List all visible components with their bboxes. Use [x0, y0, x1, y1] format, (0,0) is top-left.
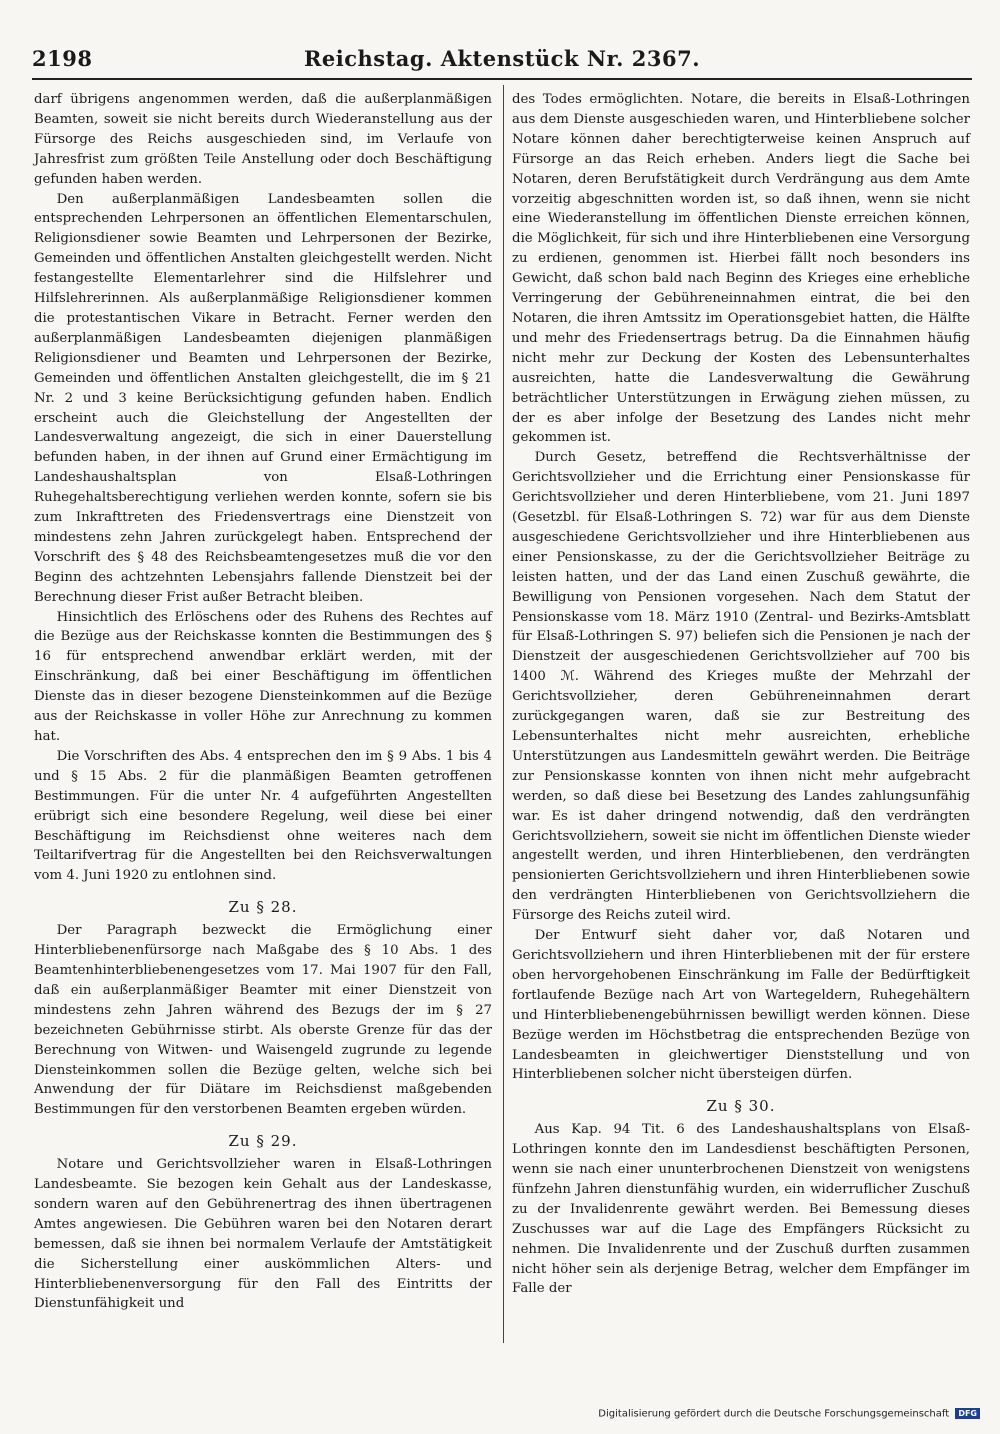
digitization-credit [598, 1408, 980, 1420]
paragraph: Den außerplanmäßigen Landesbeamten sollen die entsprechenden Lehrpersonen an öffentlichen Elementarschulen, Religionsdiener sowie Beamten und Lehrpersonen der Bezirke, Gemeinden und öffentlichen Anstalten gleichgestellt werden. Nicht festangestellte Elementarlehrer sind die Hilfslehrer und Hilfslehrerinnen. Als außerplanmäßige Religionsdiener kommen die protestantischen Vikare in Betracht. Ferner werden den außerplanmäßigen Landesbeamten diejenigen planmäßigen Religionsdiener und Beamten und Lehrpersonen der Bezirke, Gemeinden und öffentlichen Anstalten gleichgestellt, die im § 21 Nr. 2 und 3 keine Berücksichtigung gefunden haben. Endlich erscheint auch die Gleichstellung der Angestellten der Landesverwaltung angezeigt, die sich in einer Dauerstellung befunden haben, in der ihnen auf Grund einer Ermächtigung im Landeshaushaltsplan von Elsaß-Lothringen Ruhegehaltsberechtigung verliehen werden konnte, sofern sie bis zum Inkrafttreten des Friedensvertrags eine Dienstzeit von mindestens zehn Jahren zurückgelegt haben. Entsprechend der Vorschrift des § 48 des Reichsbeamtengesetzes muß die vor den Beginn des achtzehnten Lebensjahrs fallende Dienstzeit bei der Berechnung dieser Frist außer Betracht bleiben. [34, 191, 492, 605]
section-heading-29: Zu § 29. [228, 1132, 298, 1151]
paragraph: darf übrigens angenommen werden, daß die außerplanmäßigen Beamten, soweit sie nicht bereits durch Wiederanstellung aus der Fürsorge des Reichs ausgeschieden sind, im Verlaufe von Jahresfrist zum größten Teile Anstellung oder doch Beschäftigung gefunden haben werden. [34, 92, 492, 187]
right-column [512, 90, 970, 1299]
header-rule [32, 78, 972, 80]
page-number: 2198 [32, 46, 93, 71]
column-divider [503, 85, 504, 1343]
paragraph: Durch Gesetz, betreffend die Rechtsverhältnisse der Gerichtsvollzieher und die Errichtung einer Pensionskasse für Gerichtsvollzieher und deren Hinterbliebene, vom 21. Juni 1897 (Gesetzbl. für Elsaß-Lothringen S. 72) war für aus dem Dienste ausgeschiedene Gerichtsvollzieher und ihre Hinterbliebenen aus einer Pensionskasse, zu der die Gerichtsvollzieher Beiträge zu leisten hatten, und der das Land einen Zuschuß gewährte, die Bewilligung von Pensionen vorgesehen. Nach dem Statut der Pensionskasse vom 18. März 1910 (Zentral- und Bezirks-Amtsblatt für Elsaß-Lothringen S. 97) beliefen sich die Pensionen je nach der Dienstzeit der ausgeschiedenen Gerichtsvollzieher auf 700 bis 1400 ℳ. Während des Krieges mußte der Mehrzahl der Gerichtsvollzieher, deren Gebühreneinnahmen derart zurückgegangen waren, daß sie zur Bestreitung des Lebensunterhaltes nicht mehr ausreichten, erhebliche Unterstützungen aus Landesmitteln gewährt werden. Die Beiträge zur Pensionskasse konnten von ihnen nicht mehr aufgebracht werden, so daß diese bei Besetzung des Landes zahlungsunfähig war. Es ist daher dringend notwendig, daß den verdrängten Gerichtsvollziehern, soweit sie nicht im öffentlichen Dienste wieder angestellt werden, und ihren Hinterbliebenen, den verdrängten pensionierten Gerichtsvollziehern und ihren Hinterbliebenen sowie den verdrängten Hinterbliebenen von Gerichtsvollziehern die Fürsorge des Reichs zuteil wird. [512, 450, 970, 924]
paragraph: Notare und Gerichtsvollzieher waren in Elsaß-Lothringen Landesbeamte. Sie bezogen kein Gehalt aus der Landeskasse, sondern waren auf den Gebührenertrag des ihnen übertragenen Amtes angewiesen. Die Gebühren waren bei den Notaren derart bemessen, daß sie ihnen bei normalem Verlaufe der Amtstätigkeit die Sicherstellung einer auskömmlichen Alters- und Hinterbliebenenversorgung für den Fall des Eintritts der Dienstunfähigkeit und [34, 1157, 492, 1312]
page-header [32, 46, 972, 70]
running-title: Reichstag. Aktenstück Nr. 2367. [303, 46, 701, 71]
section-heading-30: Zu § 30. [706, 1097, 776, 1116]
dfg-logo: DFG [955, 1408, 980, 1419]
left-column [34, 90, 492, 1314]
paragraph: Hinsichtlich des Erlöschens oder des Ruhens des Rechtes auf die Bezüge aus der Reichskasse konnten die Bestimmungen des § 16 für entsprechend anwendbar erklärt werden, mit der Einschränkung, daß bei einer Beschäftigung im öffentlichen Dienste das in dieser bezogene Diensteinkommen auf die Bezüge aus der Reichskasse in voller Höhe zur Anrechnung zu kommen hat. [34, 609, 492, 744]
credit-text: Digitalisierung gefördert durch die Deutsche Forschungsgemeinschaft [598, 1408, 950, 1420]
paragraph: Der Paragraph bezweckt die Ermöglichung einer Hinterbliebenenfürsorge nach Maßgabe des § 10 Abs. 1 des Beamtenhinterbliebenengesetzes vom 17. Mai 1907 für den Fall, daß ein außerplanmäßiger Beamter mit einer Dienstzeit von mindestens zehn Jahren während des Bezugs der im § 27 bezeichneten Gebührnisse stirbt. Als oberste Grenze für das der Berechnung von Witwen- und Waisengeld zugrunde zu legende Diensteinkommen sollen die Bezüge gelten, welche sich bei Anwendung der für Diätare im Reichsdienst maßgebenden Bestimmungen für den verstorbenen Beamten ergeben würden. [34, 923, 492, 1118]
paragraph: Aus Kap. 94 Tit. 6 des Landeshaushaltsplans von Elsaß-Lothringen konnte den im Landesdienst beschäftigten Personen, wenn sie nach einer ununterbrochenen Dienstzeit von wenigstens fünfzehn Jahren dienstunfähig wurden, ein widerruflicher Zuschuß zu der Invalidenrente gewährt werden. Bei Bemessung dieses Zuschusses war auf die Lage des Empfängers Rücksicht zu nehmen. Die Invalidenrente und der Zuschuß durften zusammen nicht höher sein als derjenige Betrag, welcher dem Empfänger im Falle der [512, 1122, 970, 1297]
paragraph: Der Entwurf sieht daher vor, daß Notaren und Gerichtsvollziehern und ihren Hinterbliebenen mit der für erstere oben hervorgehobenen Einschränkung im Falle der Bedürftigkeit fortlaufende Bezüge nach Art von Wartegeldern, Ruhegehältern und Hinterbliebenengebührnissen bewilligt werden können. Diese Bezüge werden im Höchstbetrag die entsprechenden Bezüge von Landesbeamten in gleichwertiger Dienststellung und von Hinterbliebenen solcher nicht übersteigen dürfen. [512, 928, 970, 1083]
paragraph: Die Vorschriften des Abs. 4 entsprechen den im § 9 Abs. 1 bis 4 und § 15 Abs. 2 für die planmäßigen Beamten getroffenen Bestimmungen. Für die unter Nr. 4 aufgeführten Angestellten erübrigt sich eine besondere Regelung, weil diese bei einer Beschäftigung im Reichsdienst ohne weiteres nach dem Teiltarifvertrag für die Angestellten bei den Reichsverwaltungen vom 4. Juni 1920 zu entlohnen sind. [34, 748, 492, 884]
paragraph: des Todes ermöglichten. Notare, die bereits in Elsaß-Lothringen aus dem Dienste ausgeschieden waren, und Hinterbliebene solcher Notare können daher berechtigterweise keinen Anspruch auf Fürsorge an das Reich erheben. Anders liegt die Sache bei Notaren, deren Berufstätigkeit durch Verdrängung aus dem Amte vorzeitig abgeschnitten worden ist, so daß ihnen, wenn sie nicht eine Wiederanstellung im öffentlichen Dienste erreichen können, die Möglichkeit, für sich und ihre Hinterbliebenen eine Versorgung zu erdienen, genommen ist. Hierbei fällt noch besonders ins Gewicht, daß schon bald nach Beginn des Krieges eine erhebliche Verringerung der Gebühreneinnahmen eintrat, die bei den Notaren, die ihren Amtssitz im Operationsgebiet hatten, die Hälfte und mehr des Friedensertrags betrug. Da die Einnahmen häufig nicht mehr zur Deckung der Kosten des Lebensunterhaltes ausreichten, hatte die Landesverwaltung die Gewährung beträchtlicher Unterstützungen in Erwägung ziehen müssen, zu der es aber infolge der Besetzung des Landes nicht mehr gekommen ist. [512, 92, 970, 446]
section-heading-28: Zu § 28. [228, 898, 298, 917]
